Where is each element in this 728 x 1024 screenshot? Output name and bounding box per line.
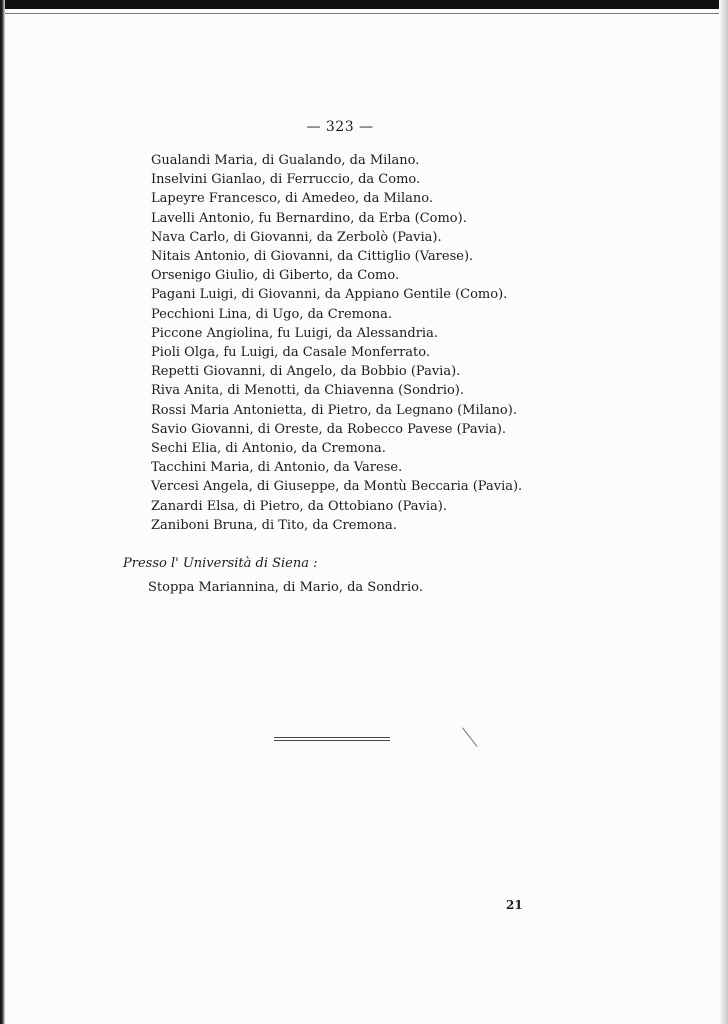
scan-top-border bbox=[0, 0, 728, 9]
list-item: Riva Anita, di Menotti, da Chiavenna (Sondrio). bbox=[151, 383, 465, 399]
scan-top-line bbox=[0, 13, 728, 14]
list-item: Sechi Elia, di Antonio, da Cremona. bbox=[151, 441, 386, 457]
list-item: Nava Carlo, di Giovanni, da Zerbolò (Pavia). bbox=[151, 229, 442, 245]
scan-left-edge bbox=[0, 0, 5, 1024]
list-item: Gualandi Maria, di Gualando, da Milano. bbox=[151, 153, 420, 168]
list-item: Lavelli Antonio, fu Bernardino, da Erba (Como). bbox=[151, 210, 467, 226]
list-item: Inselvini Gianlao, di Ferruccio, da Como. bbox=[151, 172, 421, 188]
list-item: Lapeyre Francesco, di Amedeo, da Milano. bbox=[151, 191, 433, 207]
list-item: Piccone Angiolina, fu Luigi, da Alessandria. bbox=[151, 325, 438, 341]
list-item: Repetti Giovanni, di Angelo, da Bobbio (Pavia). bbox=[151, 364, 461, 380]
page-number: — 323 — bbox=[306, 119, 374, 135]
list-item: Zaniboni Bruna, di Tito, da Cremona. bbox=[151, 517, 397, 533]
section-heading: Presso l' Università di Siena : bbox=[123, 556, 318, 571]
list-item: Tacchini Maria, di Antonio, da Varese. bbox=[151, 460, 403, 476]
list-item: Pecchioni Lina, di Ugo, da Cremona. bbox=[151, 306, 393, 322]
list-item: Vercesi Angela, di Giuseppe, da Montù Beccaria (Pavia). bbox=[151, 479, 523, 495]
name-list bbox=[151, 151, 522, 535]
list-item: Pioli Olga, fu Luigi, da Casale Monferrato. bbox=[151, 345, 431, 361]
scan-right-edge bbox=[719, 0, 728, 1024]
list-item: Rossi Maria Antonietta, di Pietro, da Legnano (Milano). bbox=[151, 402, 517, 418]
stray-pen-mark bbox=[462, 727, 478, 747]
list-item: Nitais Antonio, di Giovanni, da Cittiglio (Varese). bbox=[151, 249, 474, 265]
list-item: Pagani Luigi, di Giovanni, da Appiano Gentile (Como). bbox=[151, 287, 508, 303]
signature-mark: 21 bbox=[506, 898, 523, 912]
list-item: Savio Giovanni, di Oreste, da Robecco Pavese (Pavia). bbox=[151, 421, 507, 437]
section-divider bbox=[274, 737, 390, 741]
list-item: Zanardi Elsa, di Pietro, da Ottobiano (Pavia). bbox=[151, 498, 447, 514]
section-list-item: Stoppa Mariannina, di Mario, da Sondrio. bbox=[148, 580, 423, 595]
list-item: Orsenigo Giulio, di Giberto, da Como. bbox=[151, 268, 400, 284]
